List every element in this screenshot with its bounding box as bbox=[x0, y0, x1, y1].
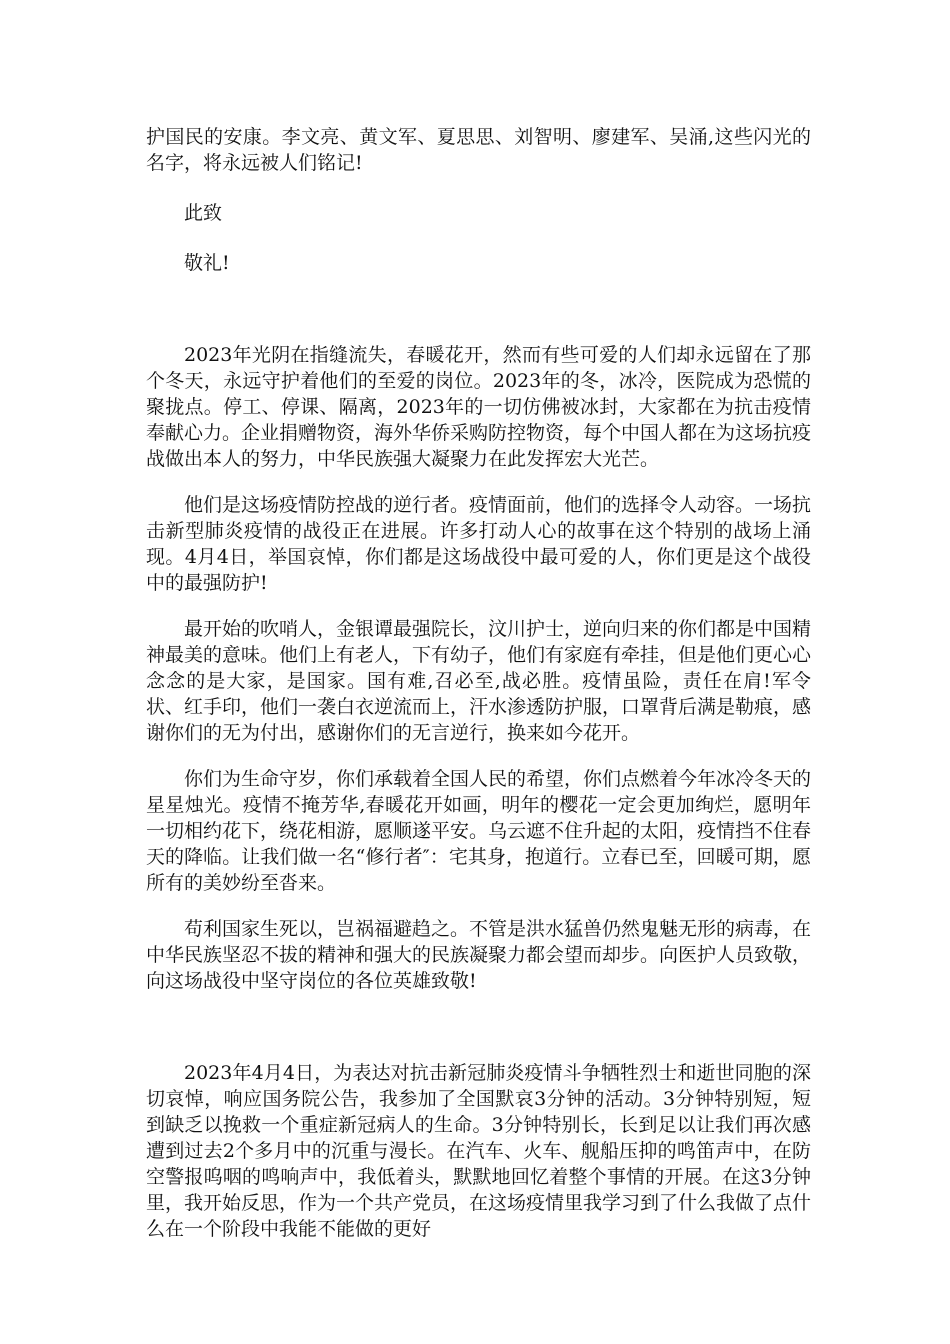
paragraph-salute: 苟利国家生死以，岂祸福避趋之。不管是洪水猛兽仍然鬼魅无形的病毒，在中华民族坚忍不拔的精神和强大的民族凝聚力都会望而却步。向医护人员致敬，向这场战役中坚守岗位的各位英雄致敬! bbox=[146, 918, 812, 992]
paragraph-retrograde-heroes: 他们是这场疫情防控战的逆行者。疫情面前，他们的选择令人动容。一场抗击新型肺炎疫情的战役正在进展。许多打动人心的故事在这个特别的战场上涌现。4月4日，举国哀悼，你们都是这场战役中最可爱的人，你们更是这个战役中的最强防护! bbox=[146, 494, 812, 594]
paragraph-continuation: 护国民的安康。李文亮、黄文军、夏思思、刘智明、廖建军、吴涌,这些闪光的名字，将永远被人们铭记! bbox=[146, 126, 811, 174]
closing-salutation: 此致 bbox=[184, 202, 223, 224]
closing-regards: 敬礼! bbox=[184, 252, 230, 274]
document-body bbox=[146, 124, 811, 1242]
paragraph-whistleblower: 最开始的吹哨人，金银谭最强院长，汶川护士，逆向归来的你们都是中国精神最美的意味。他们上有老人，下有幼子，他们有家庭有牵挂，但是他们更心心念念的是大家，是国家。国有难,召必至,战必胜。疫情虽险，责任在肩!军令状、红手印，他们一袭白衣逆流而上，汗水渗透防护服，口罩背后满是勒痕，感谢你们的无为付出，感谢你们的无言逆行，换来如今花开。 bbox=[146, 618, 812, 744]
paragraph-mourning-day: 2023年4月4日，为表达对抗击新冠肺炎疫情斗争牺牲烈士和逝世同胞的深切哀悼，响应国务院公告，我参加了全国默哀3分钟的活动。3分钟特别短，短到缺乏以挽救一个重症新冠病人的生命。3分钟特别长，长到足以让我们再次感遭到过去2个多月中的沉重与漫长。在汽车、火车、舰船压抑的鸣笛声中，在防空警报呜咽的鸣响声中，我低着头，默默地回忆着整个事情的开展。在这3分钟里，我开始反思，作为一个共产党员，在这场疫情里我学习到了什么我做了点什么在一个阶段中我能不能做的更好 bbox=[146, 1062, 812, 1240]
paragraph-guardians-of-life: 你们为生命守岁，你们承载着全国人民的希望，你们点燃着今年冰冷冬天的星星烛光。疫情不掩芳华,春暖花开如画，明年的樱花一定会更加绚烂，愿明年一切相约花下，绕花相游，愿顺遂平安。乌云遮不住升起的太阳，疫情挡不住春天的降临。让我们做一名“修行者″：宅其身，抱道行。立春已至，回暖可期，愿所有的美妙纷至沓来。 bbox=[146, 768, 812, 894]
paragraph-essay-opening: 2023年光阴在指缝流失，春暖花开，然而有些可爱的人们却永远留在了那个冬天，永远守护着他们的至爱的岗位。2023年的冬，冰冷，医院成为恐慌的聚拢点。停工、停课、隔离，2023年的一切仿佛被冰封，大家都在为抗击疫情奉献心力。企业捐赠物资，海外华侨采购防控物资，每个中国人都在为这场抗疫战做出本人的努力，中华民族强大凝聚力在此发挥宏大光芒。 bbox=[146, 344, 812, 470]
